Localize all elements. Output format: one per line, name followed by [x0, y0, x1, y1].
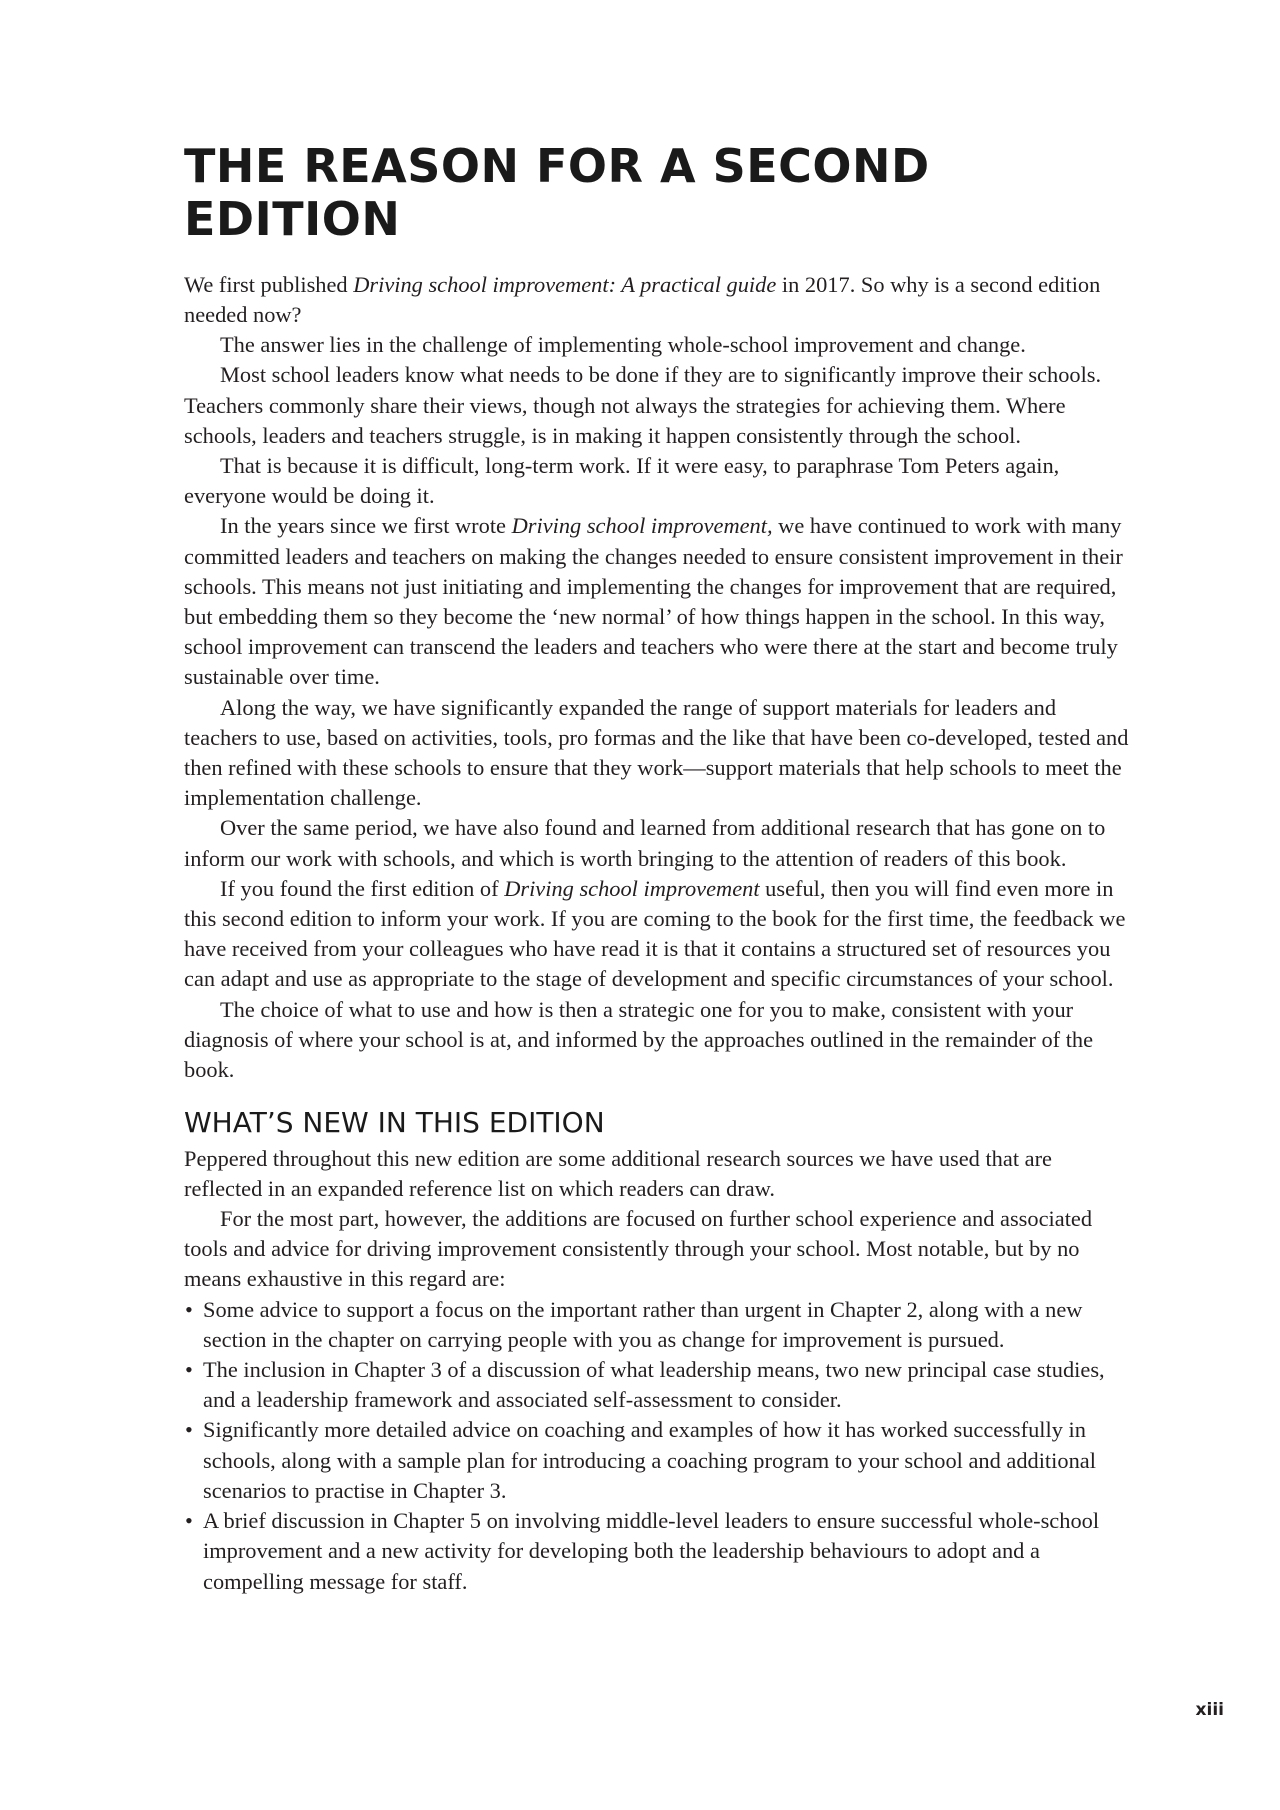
paragraph-7: Over the same period, we have also found and learned from additional research that has gone on to inform our work with schools, and which is worth bringing to the attention of readers of this book. [184, 815, 1106, 871]
page-content [184, 140, 1134, 1597]
paragraph-5-text-start: In the years since we first wrote [220, 513, 512, 539]
intro-section [184, 270, 1134, 1085]
book-title-italic: Driving school improvement [504, 875, 760, 901]
list-item-text: The inclusion in Chapter 3 of a discussion of what leadership means, two new principal case studies, and a leadership framework and associated self-assessment to consider. [203, 1357, 1105, 1413]
whats-new-section [184, 1144, 1134, 1597]
book-title-italic: Driving school improvement: A practical guide [353, 271, 777, 297]
paragraph-5-text-end: we have continued to work with many committed leaders and teachers on making the changes needed to ensure consistent improvement in their schools. This means not just initiating and implementing the changes for improvement that are required, but embedding them so they become the ‘new normal’ of how things happen in the school. In this way, school improvement can transcend the leaders and teachers who were there at the start and become truly sustainable over time. [184, 513, 1123, 690]
section-paragraph-2: For the most part, however, the additions are focused on further school experience and associated tools and advice for driving improvement consistently through your school. Most notable, but by no means exhaustive in this regard are: [184, 1206, 1093, 1292]
paragraph-8-text-start: If you found the first edition of [220, 875, 505, 901]
book-title-italic: Driving school improvement, [511, 513, 773, 539]
paragraph-4: That is because it is difficult, long-term work. If it were easy, to paraphrase Tom Peters again, everyone would be doing it. [184, 453, 1060, 509]
section-heading: WHAT’S NEW IN THIS EDITION [184, 1106, 605, 1140]
paragraph-1 [184, 270, 1134, 330]
bullet-icon: • [185, 1296, 193, 1322]
list-item [184, 1355, 1134, 1415]
list-item [184, 1415, 1134, 1506]
section-paragraph-1: Peppered throughout this new edition are some additional research sources we have used that are reflected in an expanded reference list on which readers can draw. [184, 1145, 1052, 1201]
list-item-text: A brief discussion in Chapter 5 on involving middle-level leaders to ensure successful whole-school improvement and a new activity for developing both the leadership behaviours to adopt and a compelling message for staff. [203, 1508, 1100, 1594]
list-item [184, 1506, 1134, 1597]
bullet-icon: • [185, 1357, 193, 1383]
paragraph-8-text-end: useful, then you will find even more in this second edition to inform your work. If you are coming to the book for the first time, the feedback we have received from your colleagues who have read it is that it contains a structured set of resources you can adapt and use as appropriate to the stage of development and specific circumstances of your school. [184, 875, 1126, 992]
bullet-icon: • [185, 1508, 193, 1534]
paragraph-8 [184, 874, 1134, 995]
bullet-icon: • [185, 1417, 193, 1443]
paragraph-2: The answer lies in the challenge of implementing whole-school improvement and change. [220, 332, 1026, 358]
paragraph-1-text-end: in 2017. So why is a second edition needed now? [184, 271, 1101, 327]
paragraph-3: Most school leaders know what needs to be done if they are to significantly improve their schools. Teachers commonly share their views, though not always the strategies for achieving them. Where schools, leaders and teachers struggle, is in making it happen consistently through the school. [184, 362, 1102, 448]
paragraph-9: The choice of what to use and how is then a strategic one for you to make, consistent with your diagnosis of where your school is at, and informed by the approaches outlined in the remainder of the book. [184, 996, 1094, 1083]
paragraph-1-text-start: We first published [184, 271, 354, 297]
list-item-text: Some advice to support a focus on the important rather than urgent in Chapter 2, along with a new section in the chapter on carrying people with you as change for improvement is pursued. [203, 1296, 1083, 1352]
list-item-text: Significantly more detailed advice on coaching and examples of how it has worked successfully in schools, along with a sample plan for introducing a coaching program to your school and additional scenarios to practise in Chapter 3. [203, 1417, 1096, 1503]
paragraph-6: Along the way, we have significantly expanded the range of support materials for leaders and teachers to use, based on activities, tools, pro formas and the like that have been co-developed, tested and then refined with these schools to ensure that they work—support materials that help schools to meet the implementation challenge. [184, 694, 1129, 811]
page-number: xiii [1195, 1700, 1224, 1720]
bullet-list [184, 1295, 1134, 1597]
paragraph-5 [184, 511, 1134, 692]
list-item [184, 1295, 1134, 1355]
chapter-title: THE REASON FOR A SECOND EDITION [184, 139, 930, 246]
